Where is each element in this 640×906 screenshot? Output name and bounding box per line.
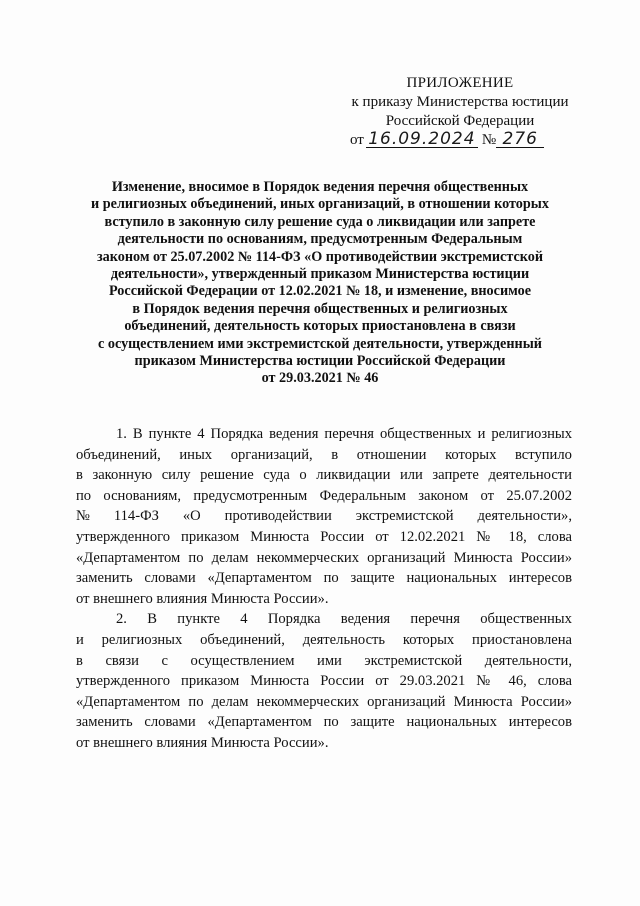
heading-line: от 29.03.2021 № 46 — [261, 370, 379, 387]
paragraph-line — [76, 445, 572, 466]
text-run: заменить словами «Департаментом по защите национальных интересов — [76, 714, 572, 731]
text-run: осуществлением — [190, 652, 295, 669]
text-run: от внешнего влияния Минюста России». — [76, 590, 329, 607]
text-run: пункте — [177, 611, 220, 628]
text-run: объединений, — [76, 446, 161, 463]
text-run: общественных — [480, 611, 572, 628]
text-run: организаций, — [230, 446, 313, 463]
text-run: и религиозных объединений, деятельность которых приостановлена — [76, 631, 572, 648]
paragraph-line — [76, 548, 572, 569]
text-run: ими — [317, 652, 342, 669]
text-run: с — [161, 652, 168, 669]
text-run: в — [331, 446, 339, 463]
text-run: иных — [179, 446, 213, 463]
heading-line: приказом Министерства юстиции Российской Федерации — [134, 353, 506, 370]
appendix-order-line: к приказу Министерства юстиции — [351, 94, 569, 110]
heading-line: деятельности», утвержденный приказом Министерства юстиции — [110, 266, 530, 283]
heading-line: Российской Федерации от 12.02.2021 № 18, и изменение, вносимое — [108, 283, 531, 300]
heading-line: законом от 25.07.2002 № 114-ФЗ «О противодействии экстремистской — [96, 248, 544, 265]
text-run: заменить словами «Департаментом по защите национальных интересов — [76, 570, 572, 587]
date-from-label: от — [350, 132, 364, 148]
paragraph-line — [76, 712, 572, 733]
text-run: 1. В пункте 4 Порядка ведения перечня общественных и религиозных — [116, 426, 572, 442]
paragraph-line — [76, 424, 572, 445]
text-run: в — [76, 652, 83, 669]
paragraph-line — [76, 568, 572, 589]
handwritten-date: 16.09.2024 — [366, 131, 478, 148]
heading-line: с осуществлением ими экстремистской деятельности, утвержденный — [98, 335, 542, 352]
heading-line: и религиозных объединений, иных организаций, в отношении которых — [91, 196, 549, 213]
text-run: ведения — [340, 611, 391, 628]
text-run: вступило — [514, 446, 572, 463]
document-body — [76, 424, 572, 754]
appendix-federation-line: Российской Федерации — [385, 113, 535, 129]
text-run: деятельности, — [484, 652, 572, 669]
text-run: экстремистской — [364, 652, 463, 669]
paragraph-line — [76, 506, 572, 527]
text-run: № — [76, 508, 90, 525]
paragraph-line — [76, 609, 572, 630]
paragraph-1 — [76, 424, 572, 609]
text-run: экстремистской — [355, 508, 454, 525]
heading-line: Изменение, вносимое в Порядок ведения перечня общественных — [111, 179, 529, 195]
paragraph-line — [76, 486, 572, 507]
heading-line: объединений, деятельность которых приостановлена в связи — [124, 318, 516, 335]
text-run: по основаниям, предусмотренным Федеральным законом от 25.07.2002 — [76, 487, 572, 504]
text-run: 4 — [240, 611, 248, 628]
paragraph-line — [76, 651, 572, 672]
text-run: «Департаментом по делам некоммерческих организаций Минюста России» — [76, 693, 572, 710]
appendix-block — [340, 74, 580, 153]
appendix-title: ПРИЛОЖЕНИЕ — [406, 75, 514, 91]
paragraph-line — [76, 589, 572, 610]
text-run: утвержденного приказом Минюста России от 12.02.2021 № 18, слова — [76, 528, 572, 545]
text-run: 114-ФЗ — [113, 508, 159, 525]
text-run: «Департаментом по делам некоммерческих организаций Минюста России» — [76, 549, 572, 566]
text-run: утвержденного приказом Минюста России от 29.03.2021 № 46, слова — [76, 673, 572, 690]
text-run: Порядка — [267, 611, 321, 628]
text-run: перечня — [410, 611, 460, 628]
paragraph-line — [76, 527, 572, 548]
paragraph-line — [76, 692, 572, 713]
text-run: 2. — [116, 611, 127, 628]
paragraph-2 — [76, 609, 572, 753]
text-run: от внешнего влияния Минюста России». — [76, 734, 329, 751]
handwritten-order-number: 276 — [496, 131, 544, 148]
heading-line: вступило в законную силу решение суда о ликвидации или запрете — [104, 213, 536, 230]
heading-line: в Порядок ведения перечня общественных и религиозных — [132, 300, 508, 317]
text-run: которых — [445, 446, 497, 463]
paragraph-line — [76, 671, 572, 692]
heading-line: деятельности по основаниям, предусмотренным Федеральным — [117, 231, 523, 248]
text-run: отношении — [356, 446, 427, 463]
text-run: противодействии — [224, 508, 332, 525]
appendix-date-line — [340, 131, 580, 153]
text-run: деятельности», — [477, 508, 572, 525]
text-run: связи — [105, 652, 139, 669]
paragraph-line — [76, 465, 572, 486]
text-run: в законную силу решение суда о ликвидации или запрете деятельности — [76, 467, 572, 484]
paragraph-line — [76, 733, 572, 754]
text-run: В — [147, 611, 157, 628]
number-label: № — [481, 132, 497, 148]
text-run: «О — [182, 508, 201, 525]
document-heading — [62, 179, 578, 388]
paragraph-line — [76, 630, 572, 651]
